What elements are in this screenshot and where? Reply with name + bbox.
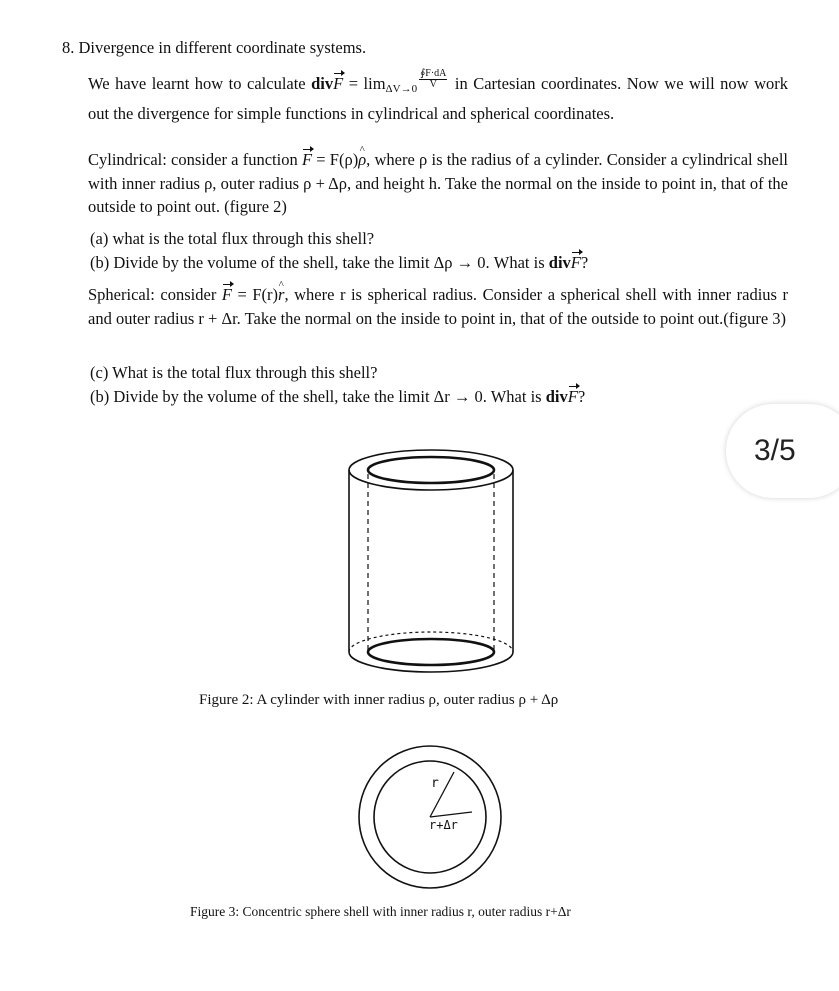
r-hat: r ^ [278, 283, 284, 307]
cyl-text-3: , where ρ is the radius of a cylinder. Consider a cylindrical shell with inner radius ρ, outer radius ρ + Δρ, and height h. Take the normal on the inside to point in, that of the outside to point out. (figure 2) [88, 150, 788, 216]
part-b1-text-2: ? [580, 253, 589, 272]
radius-line-outer [430, 812, 472, 817]
sph-text-2: = F(r) [231, 285, 279, 304]
sph-text-3: , where r is spherical radius. Consider a spherical shell with inner radius r and outer radius r + Δr. Take the normal on the inside to point in, that of the outside to point out.(figure 3) [88, 285, 789, 328]
div-operator: div [311, 74, 334, 93]
part-b1-text-1: (b) Divide by the volume of the shell, take the limit Δρ → 0. What is [90, 253, 549, 272]
vector-F: F [302, 148, 312, 172]
div-operator: div [548, 253, 571, 272]
intro-text-1: We have learnt how to calculate [88, 74, 312, 93]
vector-F: F [570, 253, 581, 272]
part-b2-text-2: ? [577, 387, 586, 406]
label-r: r [431, 776, 439, 791]
figure-2-caption: Figure 2: A cylinder with inner radius ρ, outer radius ρ + Δρ [199, 692, 559, 708]
cyl-text-2: = F(ρ) [312, 150, 359, 169]
fraction-numerator: ∮F·dA [420, 67, 447, 79]
part-c: (c) What is the total flux through this shell? [90, 363, 378, 382]
part-b2-text-1: (b) Divide by the volume of the shell, take the limit Δr → 0. What is [90, 387, 546, 406]
figure-3-caption: Figure 3: Concentric sphere shell with inner radius r, outer radius r+Δr [190, 904, 571, 919]
intro-text-3: in Cartesian coordinates. Now we will now work out the divergence for simple functions in cylindrical and spherical coordinates. [88, 74, 789, 123]
page-counter-badge [726, 404, 839, 498]
vector-F: F [333, 72, 343, 96]
intro-text-2: = lim [343, 74, 386, 93]
part-a: (a) what is the total flux through this shell? [90, 229, 375, 248]
div-operator: div [545, 387, 568, 406]
limit-subscript: ΔV→0 [385, 83, 418, 95]
page-counter-text: 3/5 [754, 434, 796, 467]
vector-F: F [222, 283, 232, 307]
cyl-text-1: Cylindrical: consider a function [88, 150, 302, 169]
sph-text-1: Spherical: consider [88, 285, 222, 304]
rho-hat: ρ ^ [358, 148, 366, 172]
label-r-plus-dr: r+Δr [429, 818, 458, 832]
problem-title: 8. Divergence in different coordinate systems. [62, 38, 367, 57]
fraction-denominator: V [429, 78, 437, 90]
vector-F: F [567, 387, 578, 406]
